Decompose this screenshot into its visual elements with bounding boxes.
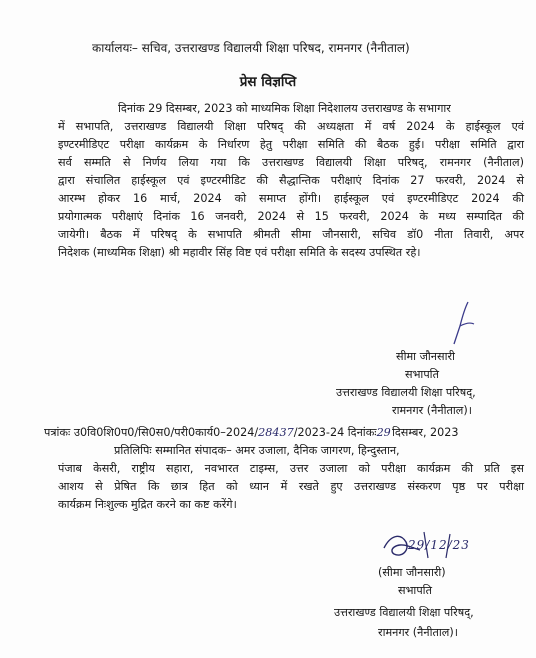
body-line: इण्टरमीडिएट परीक्षा कार्यक्रम के निर्धारण हेतु परीक्षा समिति की बैठक हुई। परीक्षा समिति द्वारा: [58, 138, 524, 151]
signatory-office: उत्तराखण्ड विद्यालयी शिक्षा परिषद्,: [334, 606, 474, 619]
signatory-designation: सभापति: [405, 368, 439, 381]
copy-line: कार्यक्रम निःशुल्क मुद्रित करने का कष्ट करेंगे।: [58, 498, 237, 511]
reference-suffix: दिसम्बर, 2023: [391, 426, 459, 439]
reference-day-handwritten: 29: [376, 426, 391, 439]
reference-prefix: पत्रांकः उ0वि0शि0प0/सि0स0/परी0कार्य0–2024/: [44, 426, 259, 439]
signatory-name-bracketed: (सीमा जौनसारी): [378, 566, 446, 579]
signatory-place: रामनगर (नैनीताल)।: [378, 626, 458, 639]
signatory-designation: सभापति: [398, 584, 432, 597]
signatory-name: सीमा जौनसारी: [396, 350, 455, 363]
handwritten-date: 29/12/23: [408, 538, 470, 552]
reference-middle: /2023-24 दिनांकः: [293, 426, 377, 439]
body-line: में सभापति, उत्तराखण्ड विद्यालयी शिक्षा परिषद् की अध्यक्षता में वर्ष 2024 के हाईस्कूल एवं: [58, 120, 524, 133]
body-line: निदेशक (माध्यमिक शिक्षा) श्री महावीर सिंह विष्ट एवं परीक्षा समिति के सदस्य उपस्थित रहे।: [58, 246, 421, 259]
letterhead: कार्यालयः– सचिव, उत्तराखण्ड विद्यालयी शिक्षा परिषद, रामनगर (नैनीताल): [92, 41, 410, 55]
copy-line: आशय से प्रेषित कि छात्र हित को ध्यान में रखते हुए उत्तराखण्ड संस्करण पृष्ठ पर परीक्षा: [58, 480, 524, 493]
copy-line: पंजाब केसरी, राष्ट्रीय सहारा, नवभारत टाइम्स, उत्तर उजाला को परीक्षा कार्यक्रम की प्रति इस: [58, 462, 524, 475]
body-line: सर्व सम्मति से निर्णय लिया गया कि उत्तराखण्ड विद्यालयी शिक्षा परिषद्, रामनगर (नैनीताल): [58, 156, 524, 169]
signatory-place: रामनगर (नैनीताल)।: [392, 404, 472, 417]
body-line: जायेगी। बैठक में परिषद् के सभापति श्रीमती सीमा जौनसारी, सचिव डॉ0 नीता तिवारी, अपर: [58, 228, 524, 241]
reference-line: [44, 426, 459, 440]
signatory-office: उत्तराखण्ड विद्यालयी शिक्षा परिषद्,: [336, 386, 476, 399]
body-line: दिनांक 29 दिसम्बर, 2023 को माध्यमिक शिक्षा निदेशालय उत्तराखण्ड के सभागार: [118, 102, 451, 115]
body-line: द्वारा संचालित हाईस्कूल एवं इण्टरमीडिट की सैद्धान्तिक परीक्षाएं दिनांक 27 फरवरी, 2024 से: [58, 174, 524, 187]
signature-scribble: [438, 300, 478, 346]
page-title: प्रेस विज्ञप्ति: [239, 74, 297, 90]
reference-number-handwritten: 28437: [258, 426, 294, 439]
body-line: आरम्भ होकर 16 मार्च, 2024 को समाप्त होंगी। हाईस्कूल एवं इण्टरमीडिएट 2024 की: [58, 192, 524, 205]
copy-line: प्रतिलिपिः सम्मानित संपादक– अमर उजाला, दैनिक जागरण, हिन्दुस्तान,: [114, 444, 400, 457]
body-line: प्रयोगात्मक परीक्षाएं दिनांक 16 जनवरी, 2024 से 15 फरवरी, 2024 के मध्य सम्पादित की: [58, 210, 524, 223]
